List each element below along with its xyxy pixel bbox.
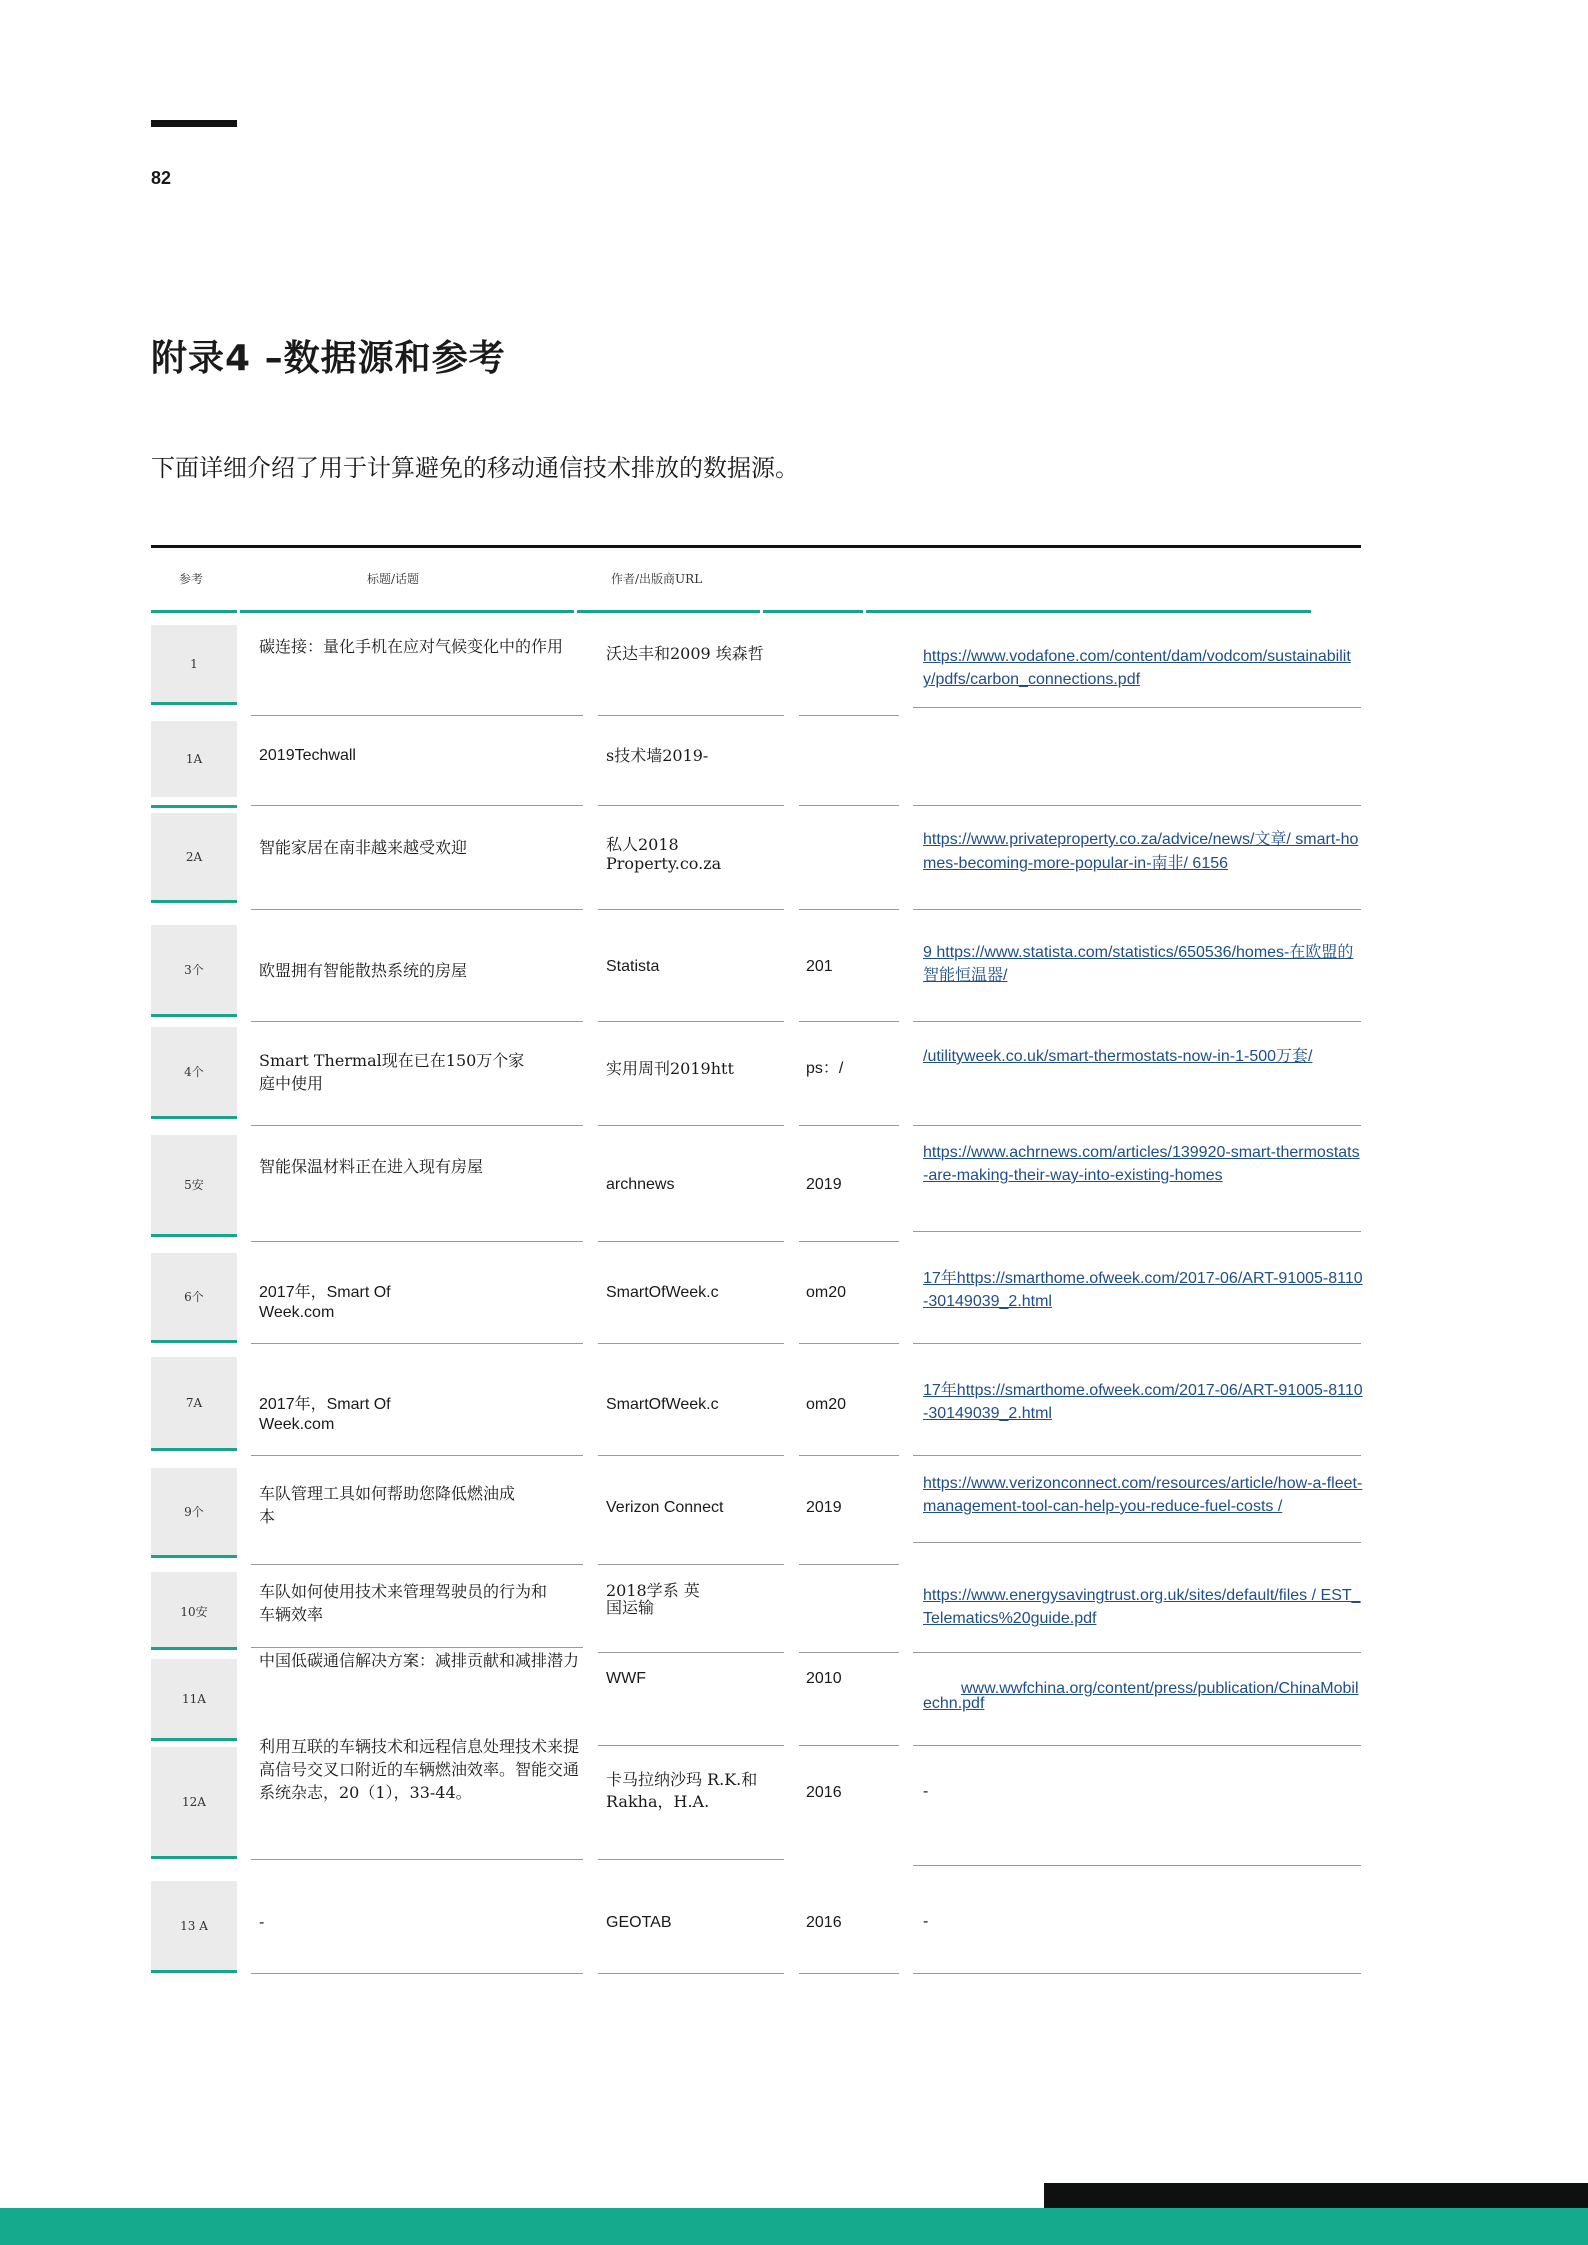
header-author-url: 作者/出版商URL	[611, 572, 703, 586]
row-rule	[799, 1455, 899, 1456]
row-rule	[913, 1021, 1361, 1022]
row-rule	[913, 1455, 1361, 1456]
top-rule	[151, 120, 237, 127]
ref-cell: 3个	[151, 925, 237, 1017]
header-teal-divider	[151, 610, 237, 613]
title-cell: 车队如何使用技术来管理驾驶员的行为和车辆效率	[259, 1582, 548, 1624]
reference-link[interactable]: https://www.energysavingtrust.org.uk/sites/default/files / EST_Telematics%20guide.pdf	[923, 1587, 1361, 1627]
ref-cell: 12A	[151, 1747, 237, 1859]
row-rule	[598, 1241, 784, 1242]
row-rule	[251, 1021, 583, 1022]
year-cell: 2010	[806, 1670, 842, 1687]
ref-cell: 4个	[151, 1027, 237, 1119]
year-cell: 2016	[806, 1914, 842, 1931]
row-rule	[251, 1343, 583, 1344]
reference-link[interactable]: https://www.achrnews.com/articles/139920-smart-thermostats-are-making-their-way-into-existing-homes	[923, 1144, 1360, 1184]
table-row	[151, 925, 1361, 1025]
table-row	[151, 625, 1361, 717]
author-cell: 私人2018 Property.co.za	[606, 835, 722, 873]
row-rule	[913, 1973, 1361, 1974]
page-title: 附录4 –数据源和参考	[151, 338, 506, 379]
table-row	[151, 1245, 1361, 1345]
row-rule	[799, 909, 899, 910]
title-cell: 利用互联的车辆技术和远程信息处理技术来提高信号交叉口附近的车辆燃油效率。智能交通系统杂志，20（1），33-44。	[259, 1737, 580, 1802]
year-cell: ps：/	[806, 1060, 844, 1077]
row-rule	[251, 805, 583, 806]
year-cell: 201	[806, 958, 833, 975]
reference-link[interactable]: /utilityweek.co.uk/smart-thermostats-now-in-1-500万套/	[923, 1048, 1313, 1065]
header-teal-divider	[763, 610, 863, 613]
table-row	[151, 1027, 1361, 1127]
page-number: 82	[151, 168, 172, 188]
ref-cell: 10安	[151, 1572, 237, 1650]
header-teal-divider	[866, 610, 1311, 613]
row-rule	[598, 1973, 784, 1974]
header-rule	[151, 545, 1361, 548]
ref-cell: 7A	[151, 1357, 237, 1451]
year-cell: 2016	[806, 1784, 842, 1801]
row-rule	[913, 805, 1361, 806]
reference-link[interactable]: https://www.verizonconnect.com/resources/article/how-a-fleet-management-tool-can-help-you-reduce-fuel-costs /	[923, 1475, 1363, 1515]
row-rule	[598, 1859, 784, 1860]
url-cell: -	[923, 1783, 929, 1800]
ref-cell: 1A	[151, 721, 237, 797]
references-table	[151, 545, 1361, 1975]
title-cell: 2019Techwall	[259, 747, 356, 764]
title-cell: -	[259, 1914, 265, 1931]
row-rule	[913, 1542, 1361, 1543]
row-rule	[598, 1021, 784, 1022]
row-rule	[799, 1021, 899, 1022]
author-cell: s技术墙2019-	[606, 746, 709, 765]
row-rule	[799, 1343, 899, 1344]
author-cell: SmartOfWeek.c	[606, 1396, 719, 1413]
title-cell: Smart Thermal现在已在150万个家庭中使用	[259, 1051, 525, 1093]
row-rule	[799, 715, 899, 716]
row-rule	[251, 1125, 583, 1126]
table-row	[151, 1460, 1361, 1570]
reference-link[interactable]: 17年https://smarthome.ofweek.com/2017-06/ART-91005-8110-30149039_2.html	[923, 1270, 1363, 1310]
title-cell: 欧盟拥有智能散热系统的房屋	[259, 961, 468, 980]
header-title: 标题/话题	[367, 572, 420, 586]
row-rule	[799, 805, 899, 806]
footer-dark-bar	[1044, 2183, 1588, 2208]
ref-cell: 6个	[151, 1253, 237, 1343]
table-row	[151, 1135, 1361, 1245]
row-rule	[799, 1973, 899, 1974]
row-rule	[251, 909, 583, 910]
row-rule	[251, 1647, 583, 1648]
row-rule	[799, 1125, 899, 1126]
author-cell: 沃达丰和2009 埃森哲	[606, 644, 764, 663]
row-rule	[913, 1865, 1361, 1866]
row-rule	[598, 1125, 784, 1126]
title-cell: 中国低碳通信解决方案：减排贡献和减排潜力	[259, 1651, 580, 1670]
table-row	[151, 813, 1361, 913]
title-cell: 2017年，Smart Of Week.com	[259, 1396, 391, 1433]
author-cell: WWF	[606, 1670, 646, 1687]
row-rule	[598, 715, 784, 716]
ref-cell: 11A	[151, 1659, 237, 1741]
author-cell: SmartOfWeek.c	[606, 1284, 719, 1301]
row-rule	[913, 909, 1361, 910]
author-cell: Statista	[606, 958, 660, 975]
row-rule	[598, 805, 784, 806]
row-rule	[598, 1455, 784, 1456]
title-cell: 智能保温材料正在进入现有房屋	[259, 1157, 484, 1176]
author-cell: archnews	[606, 1176, 675, 1193]
author-cell: Verizon Connect	[606, 1499, 724, 1516]
row-rule	[598, 909, 784, 910]
row-rule	[251, 715, 583, 716]
footer-teal-band	[0, 2208, 1588, 2245]
title-cell: 智能家居在南非越来越受欢迎	[259, 838, 468, 857]
author-cell: 卡马拉纳沙玛 R.K.和Rakha，H.A.	[606, 1770, 758, 1811]
table-row	[151, 717, 1361, 807]
table-row	[151, 1647, 1361, 1747]
table-row	[151, 1735, 1361, 1865]
table-row	[151, 1560, 1361, 1660]
year-cell: 2019	[806, 1499, 842, 1516]
row-rule	[913, 1343, 1361, 1344]
reference-link[interactable]: 17年https://smarthome.ofweek.com/2017-06/ART-91005-8110-30149039_2.html	[923, 1382, 1363, 1422]
title-cell: 2017年，Smart Of Week.com	[259, 1284, 391, 1321]
title-cell: 车队管理工具如何帮助您降低燃油成本	[259, 1484, 516, 1526]
title-cell: 碳连接：量化手机在应对气候变化中的作用	[259, 637, 564, 656]
author-cell: GEOTAB	[606, 1914, 672, 1931]
header-teal-divider	[577, 610, 760, 613]
row-rule	[913, 1231, 1361, 1232]
row-teal-rule	[151, 1647, 237, 1650]
year-cell: om20	[806, 1396, 847, 1413]
ref-cell: 2A	[151, 813, 237, 903]
reference-link[interactable]: https://www.privateproperty.co.za/advice/news/文章/ smart-homes-becoming-more-popular-in-南非/ 6156	[923, 831, 1359, 872]
header-ref: 参考	[179, 572, 204, 586]
url-cell: -	[923, 1913, 929, 1930]
intro-text: 下面详细介绍了用于计算避免的移动通信技术排放的数据源。	[151, 454, 799, 482]
year-cell: 2019	[806, 1176, 842, 1193]
reference-link[interactable]: www.wwfchina.org/content/press/publication/ChinaMobilechn.pdf	[923, 1680, 1359, 1712]
year-cell: om20	[806, 1284, 847, 1301]
author-cell: 实用周刊2019htt	[606, 1059, 734, 1078]
ref-cell: 9个	[151, 1468, 237, 1558]
ref-cell: 13 A	[151, 1881, 237, 1973]
ref-cell: 5安	[151, 1135, 237, 1237]
table-row	[151, 1875, 1361, 1975]
author-cell: 2018学系 英国运输	[606, 1581, 700, 1617]
table-row	[151, 1357, 1361, 1457]
row-rule	[598, 1343, 784, 1344]
reference-link[interactable]: 9 https://www.statista.com/statistics/650536/homes-在欧盟的智能恒温器/	[923, 944, 1354, 984]
ref-cell: 1	[151, 625, 237, 705]
row-rule	[251, 1973, 583, 1974]
row-rule	[913, 707, 1361, 708]
row-teal-rule	[151, 805, 237, 808]
reference-link[interactable]: https://www.vodafone.com/content/dam/vodcom/sustainability/pdfs/carbon_connections.pdf	[923, 648, 1351, 688]
row-rule	[799, 1241, 899, 1242]
row-rule	[913, 1125, 1361, 1126]
header-teal-divider	[240, 610, 574, 613]
row-rule	[251, 1859, 583, 1860]
row-rule	[251, 1241, 583, 1242]
row-rule	[251, 1455, 583, 1456]
